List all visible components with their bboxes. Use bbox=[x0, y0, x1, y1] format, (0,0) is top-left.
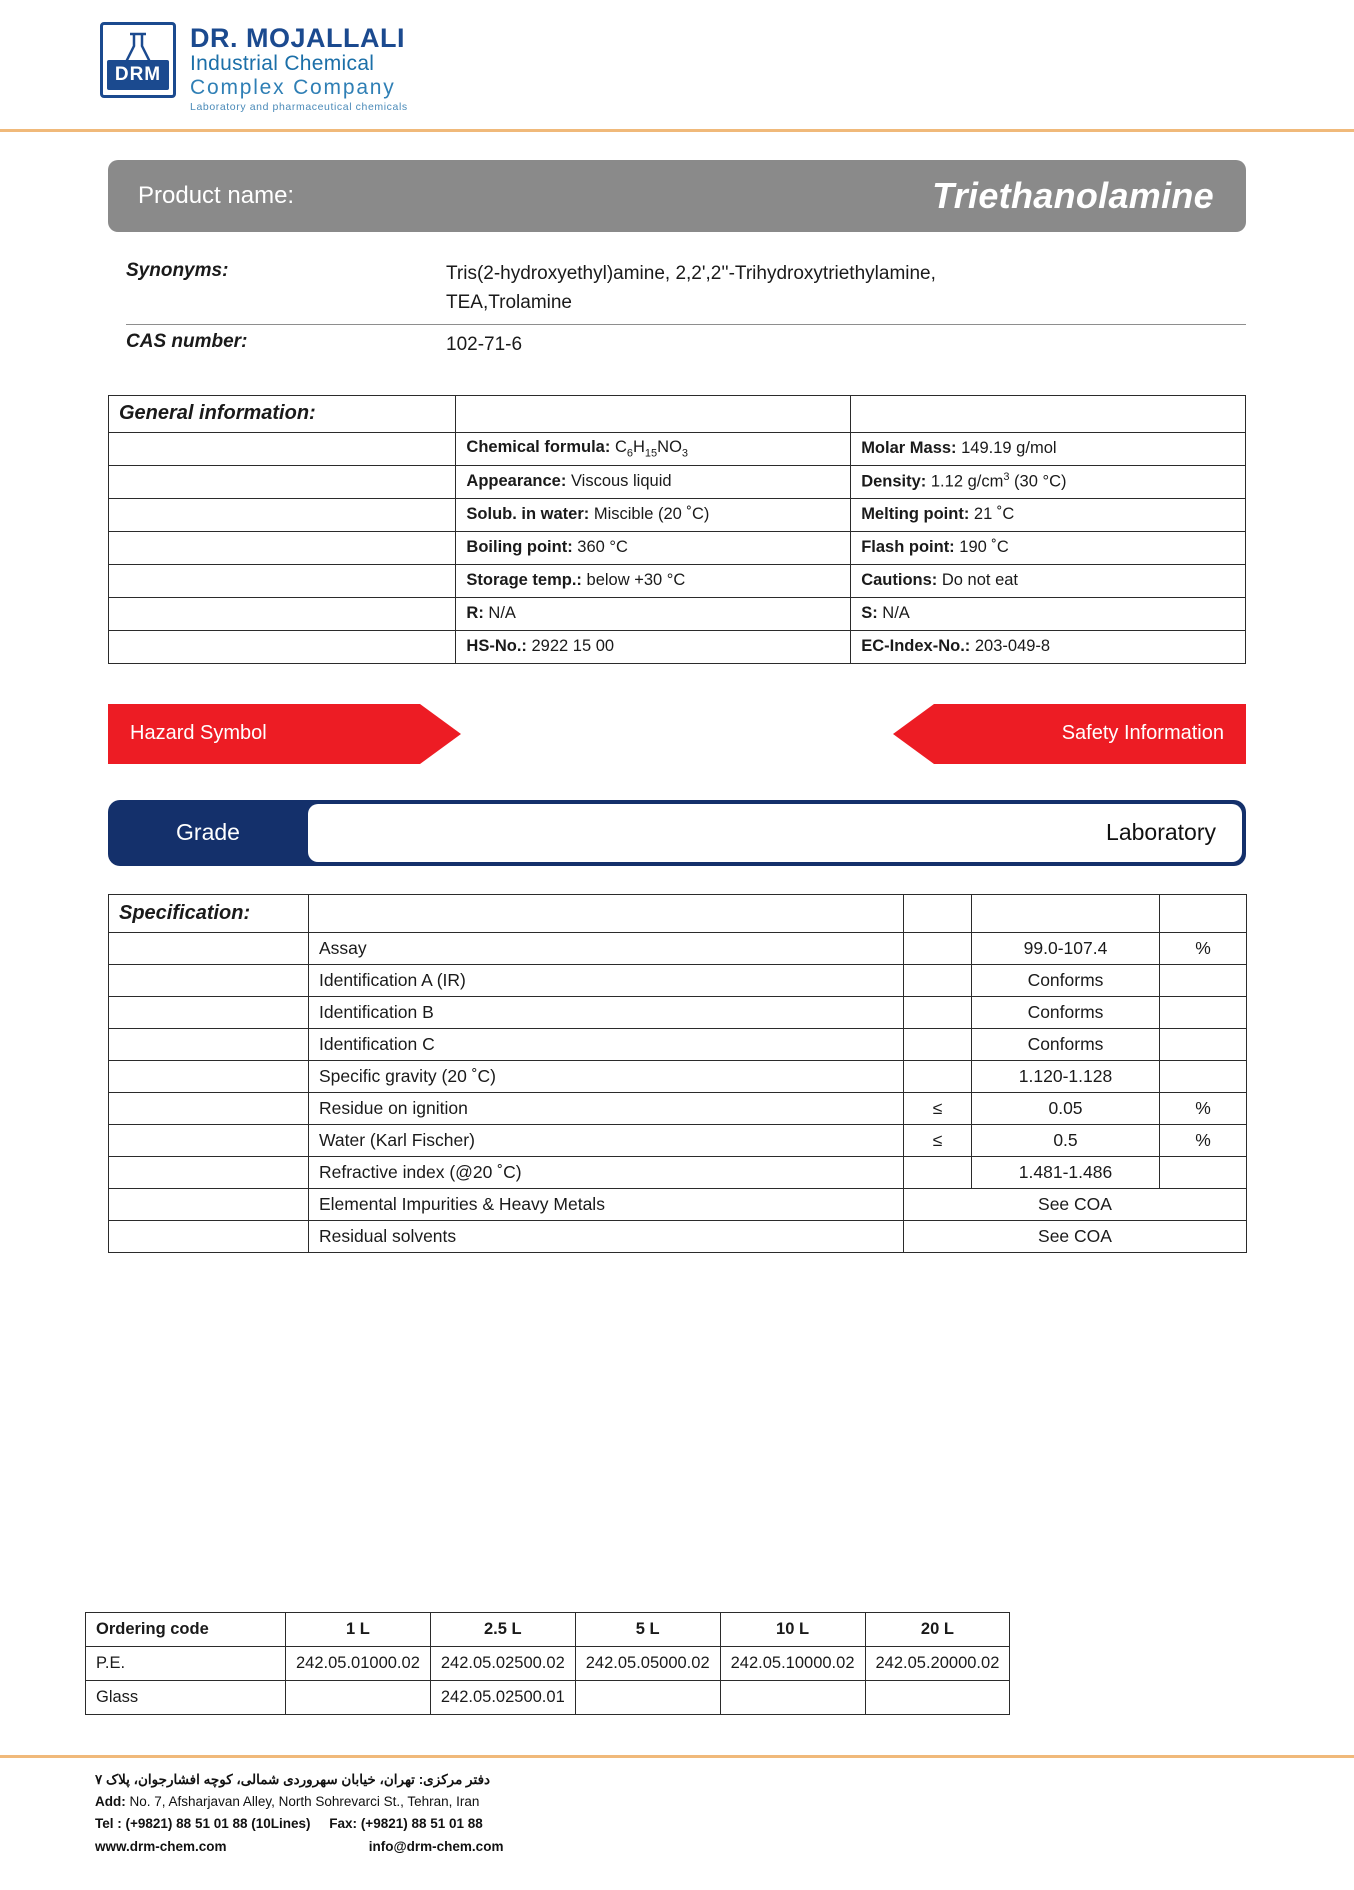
spec-test-name: Elemental Impurities & Heavy Metals bbox=[309, 1188, 904, 1220]
spec-operator: ≤ bbox=[904, 1124, 972, 1156]
general-cell-left: Boiling point: 360 °C bbox=[456, 531, 851, 564]
spec-value: 99.0-107.4 bbox=[972, 932, 1160, 964]
general-cell-right: Melting point: 21 ˚C bbox=[851, 498, 1246, 531]
hazard-symbol-banner bbox=[108, 704, 420, 764]
spec-test-name: Identification B bbox=[309, 996, 904, 1028]
synonyms-value bbox=[446, 260, 936, 317]
table-row bbox=[109, 465, 1246, 498]
spec-row-spacer bbox=[109, 1028, 309, 1060]
table-row bbox=[109, 531, 1246, 564]
company-tagline: Laboratory and pharmaceutical chemicals bbox=[190, 101, 408, 114]
spec-test-name: Identification C bbox=[309, 1028, 904, 1060]
spec-unit bbox=[1160, 996, 1247, 1028]
spec-test-name: Assay bbox=[309, 932, 904, 964]
spec-unit: % bbox=[1160, 1124, 1247, 1156]
table-row bbox=[109, 630, 1246, 663]
table-row bbox=[109, 1060, 1247, 1092]
spec-row-spacer bbox=[109, 932, 309, 964]
spec-test-name: Refractive index (@20 ˚C) bbox=[309, 1156, 904, 1188]
general-cell-right: Flash point: 190 ˚C bbox=[851, 531, 1246, 564]
spec-unit: % bbox=[1160, 1092, 1247, 1124]
ordering-code-cell bbox=[865, 1681, 1010, 1715]
product-name-value: Triethanolamine bbox=[932, 175, 1214, 216]
spec-value: Conforms bbox=[972, 996, 1160, 1028]
cas-row bbox=[126, 325, 1246, 367]
footer-tel-value: (+9821) 88 51 01 88 (10Lines) bbox=[125, 1815, 311, 1831]
table-row bbox=[109, 996, 1247, 1028]
hazard-safety-banners bbox=[108, 704, 1246, 764]
spec-heading-spacer-op bbox=[904, 894, 972, 932]
grade-bar bbox=[108, 800, 1246, 866]
spec-test-name: Residual solvents bbox=[309, 1220, 904, 1252]
footer-links bbox=[95, 1836, 1354, 1858]
spec-row-spacer bbox=[109, 1220, 309, 1252]
spec-value: Conforms bbox=[972, 1028, 1160, 1060]
spec-value: 0.05 bbox=[972, 1092, 1160, 1124]
spec-test-name: Residue on ignition bbox=[309, 1092, 904, 1124]
table-row bbox=[109, 1092, 1247, 1124]
company-name-line1: DR. MOJALLALI bbox=[190, 23, 405, 53]
spec-heading-spacer-value bbox=[972, 894, 1160, 932]
general-row-spacer bbox=[109, 531, 456, 564]
spec-row-spacer bbox=[109, 1156, 309, 1188]
table-header-row bbox=[86, 1613, 1010, 1647]
ordering-column-header: Ordering code bbox=[86, 1613, 286, 1647]
synonyms-label: Synonyms: bbox=[126, 260, 229, 281]
spec-unit bbox=[1160, 964, 1247, 996]
footer-address-label: Add: bbox=[95, 1793, 126, 1809]
general-information-table bbox=[108, 395, 1246, 664]
general-row-spacer bbox=[109, 564, 456, 597]
ordering-code-cell bbox=[575, 1681, 720, 1715]
spec-value: 1.481-1.486 bbox=[972, 1156, 1160, 1188]
grade-label: Grade bbox=[176, 819, 240, 845]
spec-row-spacer bbox=[109, 964, 309, 996]
table-row bbox=[109, 1028, 1247, 1060]
table-row bbox=[86, 1681, 1010, 1715]
table-row bbox=[109, 964, 1247, 996]
ordering-code-table bbox=[85, 1612, 1010, 1715]
ordering-column-header: 10 L bbox=[720, 1613, 865, 1647]
spec-value: Conforms bbox=[972, 964, 1160, 996]
spec-row-spacer bbox=[109, 1060, 309, 1092]
spec-value: See COA bbox=[904, 1188, 1247, 1220]
table-row bbox=[109, 432, 1246, 465]
grade-value: Laboratory bbox=[308, 804, 1242, 862]
spec-operator bbox=[904, 932, 972, 964]
spec-unit bbox=[1160, 1060, 1247, 1092]
ordering-code-cell: 242.05.05000.02 bbox=[575, 1647, 720, 1681]
general-cell-right: S: N/A bbox=[851, 597, 1246, 630]
general-cell-right: EC-Index-No.: 203-049-8 bbox=[851, 630, 1246, 663]
spec-operator bbox=[904, 1028, 972, 1060]
table-row bbox=[109, 1220, 1247, 1252]
ordering-row-label: P.E. bbox=[86, 1647, 286, 1681]
table-row bbox=[109, 395, 1246, 432]
ordering-code-cell: 242.05.02500.02 bbox=[430, 1647, 575, 1681]
general-cell-left: HS-No.: 2922 15 00 bbox=[456, 630, 851, 663]
spec-heading-spacer-name bbox=[309, 894, 904, 932]
general-cell-left: R: N/A bbox=[456, 597, 851, 630]
table-row bbox=[109, 1156, 1247, 1188]
table-row bbox=[109, 564, 1246, 597]
company-logo bbox=[100, 22, 1354, 113]
company-name-line3: Complex Company bbox=[190, 75, 396, 99]
spec-operator: ≤ bbox=[904, 1092, 972, 1124]
table-row bbox=[109, 1188, 1247, 1220]
table-row bbox=[109, 597, 1246, 630]
spec-heading-spacer-unit bbox=[1160, 894, 1247, 932]
general-row-spacer bbox=[109, 630, 456, 663]
spec-test-name: Identification A (IR) bbox=[309, 964, 904, 996]
product-meta bbox=[126, 254, 1246, 367]
footer-email-link[interactable]: info@drm-chem.com bbox=[368, 1838, 504, 1854]
logo-monogram: DRM bbox=[107, 60, 169, 90]
spec-unit bbox=[1160, 1156, 1247, 1188]
general-cell-right: Density: 1.12 $g/cm^3$ (30 °C) bbox=[851, 465, 1246, 498]
general-cell-right: Molar Mass: 149.19 g/mol bbox=[851, 432, 1246, 465]
spec-operator bbox=[904, 1156, 972, 1188]
general-row-spacer bbox=[109, 597, 456, 630]
spec-value: See COA bbox=[904, 1220, 1247, 1252]
spec-row-spacer bbox=[109, 996, 309, 1028]
spec-operator bbox=[904, 996, 972, 1028]
ordering-column-header: 2.5 L bbox=[430, 1613, 575, 1647]
general-row-spacer bbox=[109, 498, 456, 531]
spec-unit: % bbox=[1160, 932, 1247, 964]
general-information-heading: General information: bbox=[109, 395, 456, 432]
spec-row-spacer bbox=[109, 1124, 309, 1156]
spec-test-name: Specific gravity (20 ˚C) bbox=[309, 1060, 904, 1092]
ordering-code-cell: 242.05.20000.02 bbox=[865, 1647, 1010, 1681]
ordering-column-header: 5 L bbox=[575, 1613, 720, 1647]
page-header bbox=[0, 0, 1354, 132]
general-row-spacer bbox=[109, 432, 456, 465]
spec-row-spacer bbox=[109, 1092, 309, 1124]
general-cell-left: Storage temp.: below +30 °C bbox=[456, 564, 851, 597]
general-cell-left: Chemical formula: $C_6H_{15}NO_3$ bbox=[456, 432, 851, 465]
footer-fax-value: (+9821) 88 51 01 88 bbox=[360, 1815, 483, 1831]
company-name-block bbox=[190, 22, 408, 113]
product-name-bar bbox=[108, 160, 1246, 232]
table-row bbox=[109, 1124, 1247, 1156]
synonyms-value-line1: Tris(2-hydroxyethyl)amine, 2,2',2''-Trihydroxytriethylamine, bbox=[446, 263, 936, 284]
general-cell-left: Solub. in water: Miscible (20 ˚C) bbox=[456, 498, 851, 531]
company-name-line2: Industrial Chemical bbox=[190, 52, 375, 76]
ordering-code-cell bbox=[720, 1681, 865, 1715]
spec-value: 0.5 bbox=[972, 1124, 1160, 1156]
general-cell-left: Appearance: Viscous liquid bbox=[456, 465, 851, 498]
ordering-code-cell: 242.05.10000.02 bbox=[720, 1647, 865, 1681]
synonyms-value-line2: TEA,Trolamine bbox=[446, 291, 572, 313]
general-heading-spacer-left bbox=[456, 395, 851, 432]
safety-information-banner bbox=[934, 704, 1246, 764]
logo-mark-icon bbox=[100, 22, 176, 98]
synonyms-row bbox=[126, 254, 1246, 325]
footer-address-en bbox=[95, 1791, 1354, 1813]
footer-tel-label: Tel : bbox=[95, 1815, 122, 1831]
product-name-label: Product name: bbox=[138, 182, 295, 209]
footer-contact bbox=[95, 1813, 1354, 1835]
ordering-code-cell: 242.05.02500.01 bbox=[430, 1681, 575, 1715]
footer-fax-label: Fax: bbox=[329, 1815, 358, 1831]
page-footer bbox=[0, 1755, 1354, 1890]
specification-table bbox=[108, 894, 1247, 1253]
general-cell-right: Cautions: Do not eat bbox=[851, 564, 1246, 597]
footer-divider bbox=[0, 1755, 1354, 1758]
table-row bbox=[109, 498, 1246, 531]
ordering-row-label: Glass bbox=[86, 1681, 286, 1715]
spec-value: 1.120-1.128 bbox=[972, 1060, 1160, 1092]
general-heading-spacer-right bbox=[851, 395, 1246, 432]
ordering-code-cell bbox=[286, 1681, 431, 1715]
specification-heading: Specification: bbox=[109, 894, 309, 932]
table-row bbox=[109, 932, 1247, 964]
spec-test-name: Water (Karl Fischer) bbox=[309, 1124, 904, 1156]
spec-operator bbox=[904, 1060, 972, 1092]
safety-information-label: Safety Information bbox=[1061, 722, 1224, 744]
general-row-spacer bbox=[109, 465, 456, 498]
header-divider bbox=[0, 129, 1354, 132]
ordering-column-header: 1 L bbox=[286, 1613, 431, 1647]
footer-address-value: No. 7, Afsharjavan Alley, North Sohrevarci St., Tehran, Iran bbox=[129, 1793, 480, 1809]
cas-label: CAS number: bbox=[126, 331, 248, 352]
ordering-column-header: 20 L bbox=[865, 1613, 1010, 1647]
hazard-symbol-label: Hazard Symbol bbox=[130, 722, 267, 744]
spec-unit bbox=[1160, 1028, 1247, 1060]
footer-website-link[interactable]: www.drm-chem.com bbox=[95, 1838, 227, 1854]
table-row bbox=[109, 894, 1247, 932]
table-row bbox=[86, 1647, 1010, 1681]
spec-operator bbox=[904, 964, 972, 996]
cas-value: 102-71-6 bbox=[446, 334, 523, 355]
spec-row-spacer bbox=[109, 1188, 309, 1220]
ordering-code-cell: 242.05.01000.02 bbox=[286, 1647, 431, 1681]
footer-address-fa: دفتر مرکزی: تهران، خیابان سهروردی شمالی، کوچه افشارجوان، پلاک ۷ bbox=[95, 1772, 491, 1787]
